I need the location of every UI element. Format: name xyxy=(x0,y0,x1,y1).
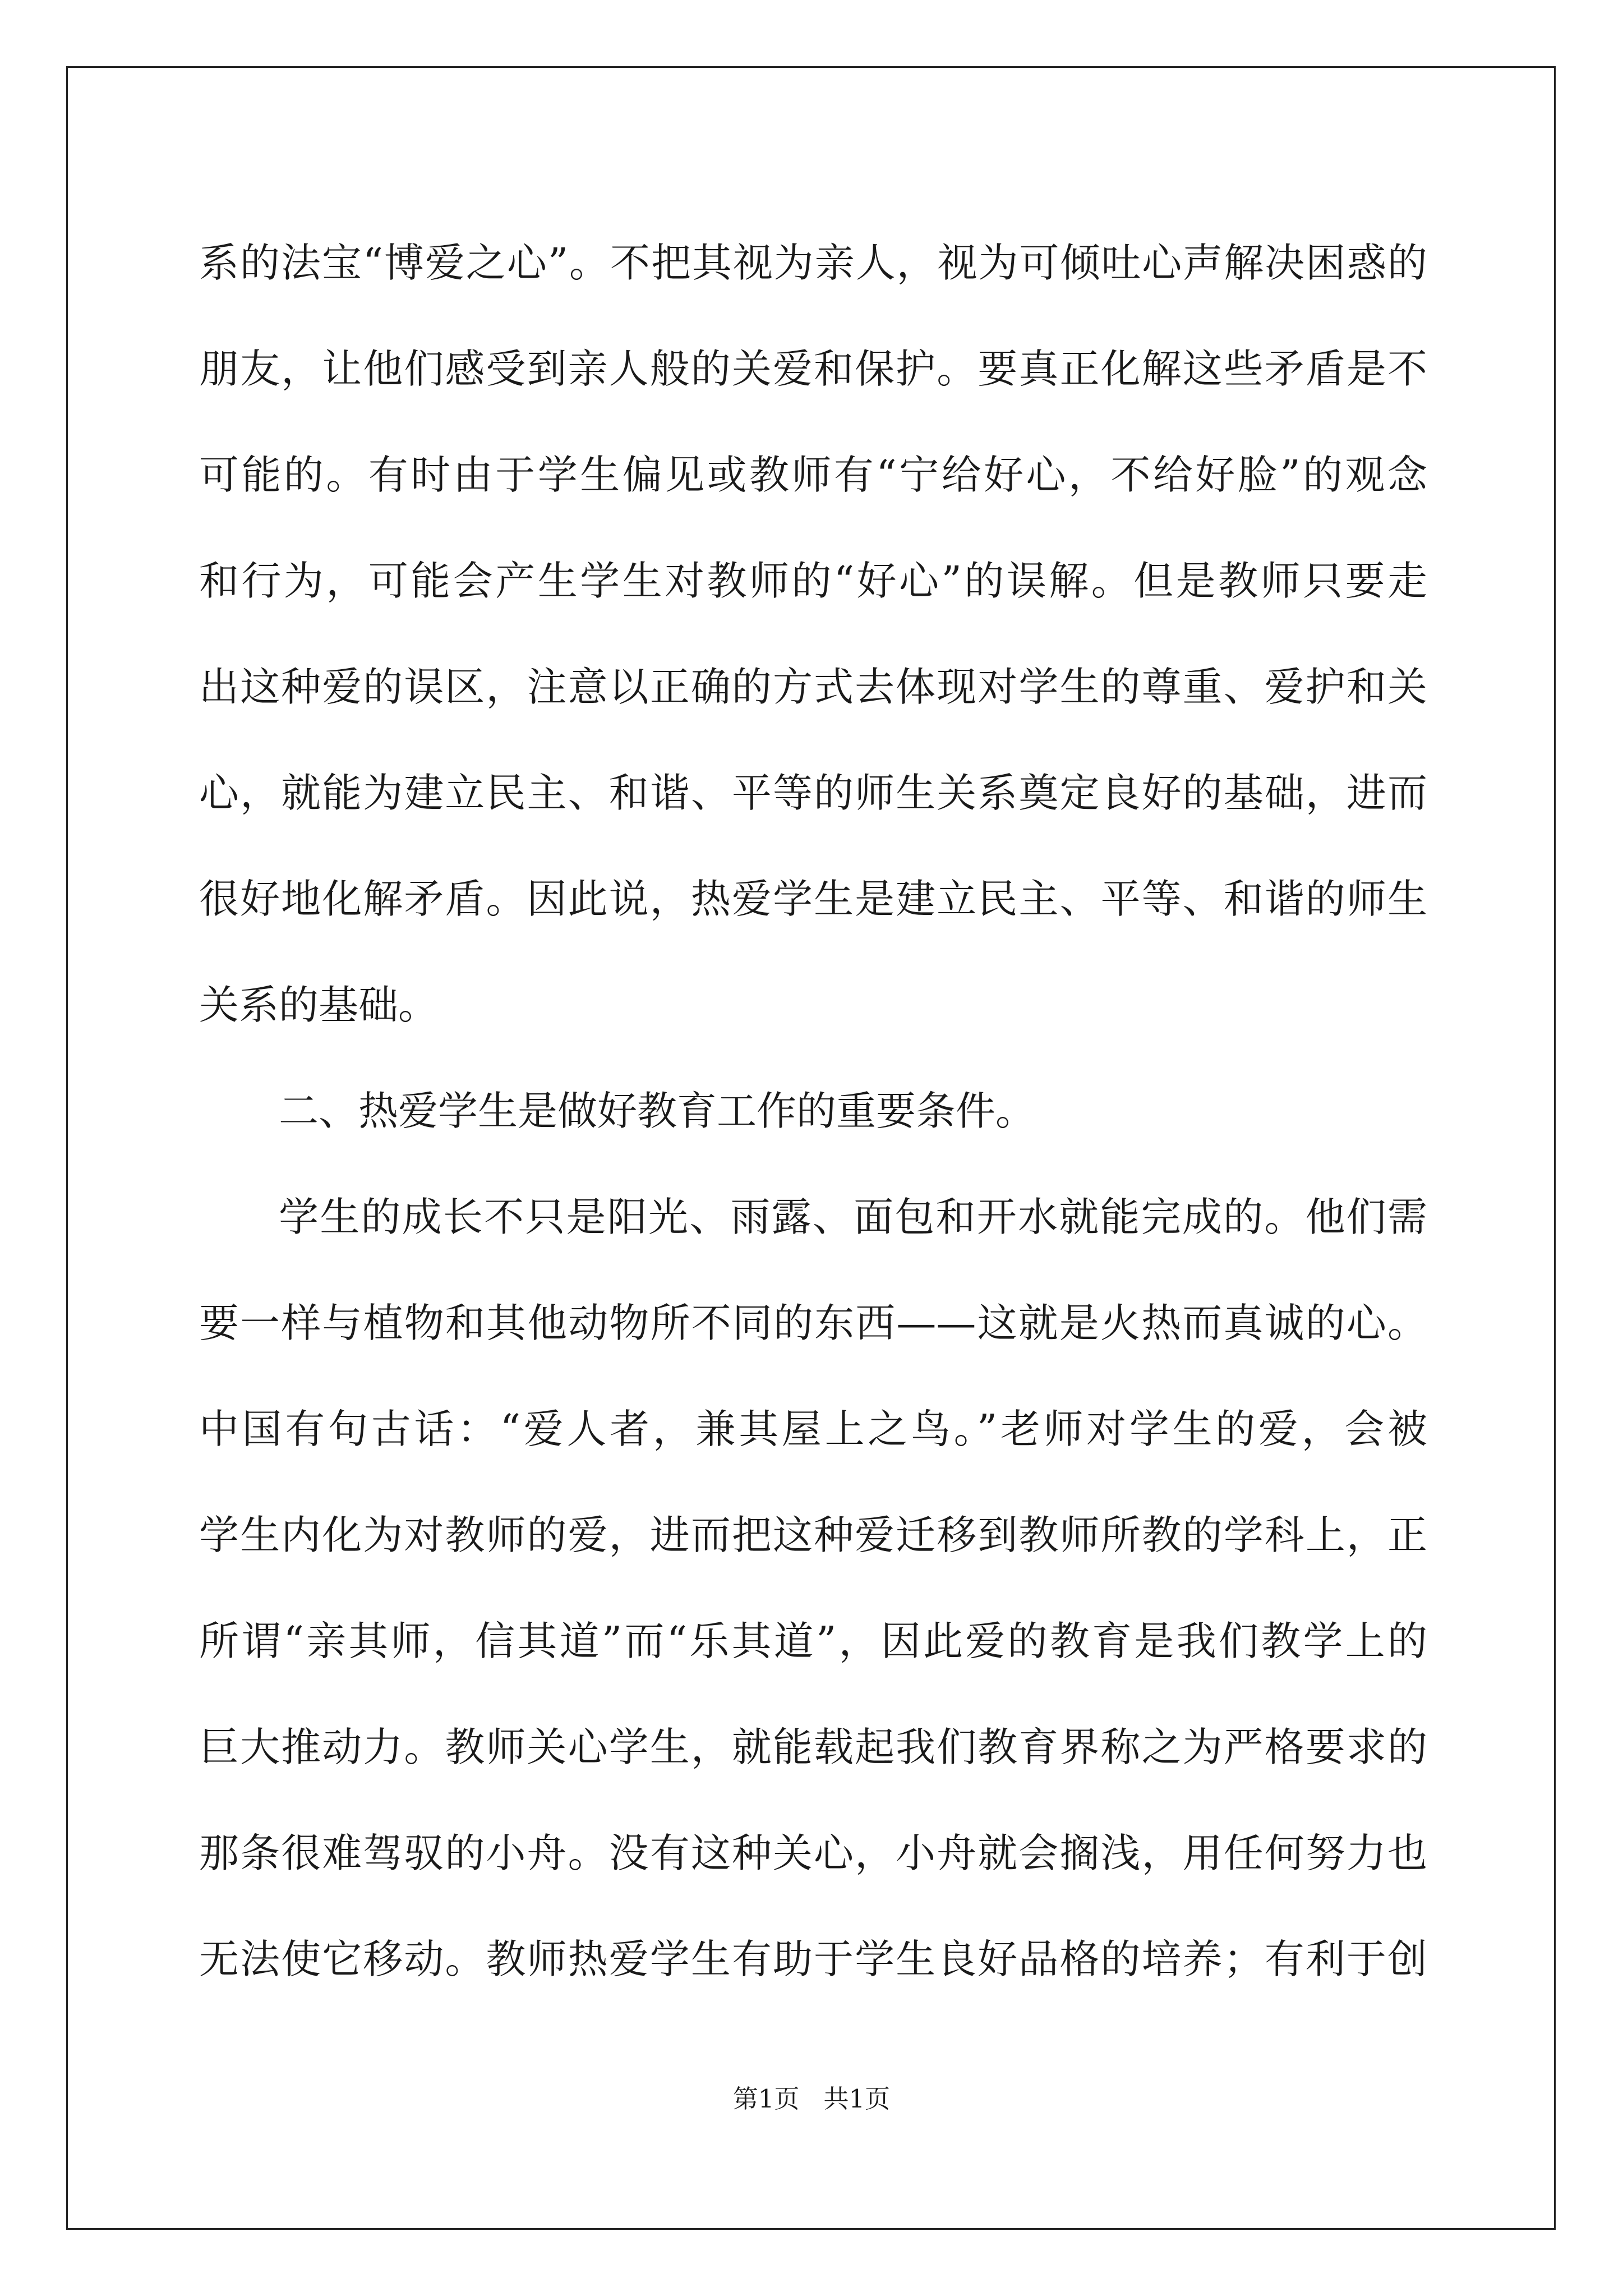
text-line: 无法使它移动。教师热爱学生有助于学生良好品格的培养；有利于创 xyxy=(199,1936,1427,1982)
text-line: 系的法宝“博爱之心”。不把其视为亲人，视为可倾吐心声解决困惑的 xyxy=(199,240,1427,286)
text-line: 学生内化为对教师的爱，进而把这种爱迁移到教师所教的学科上，正 xyxy=(199,1512,1427,1558)
text-line: 要一样与植物和其他动物所不同的东西——这就是火热而真诚的心。 xyxy=(199,1300,1427,1346)
text-line: 关系的基础。 xyxy=(199,982,439,1028)
text-line: 很好地化解矛盾。因此说，热爱学生是建立民主、平等、和谐的师生 xyxy=(199,876,1427,922)
text-line: 那条很难驾驭的小舟。没有这种关心，小舟就会搁浅，用任何努力也 xyxy=(199,1830,1427,1876)
text-line: 朋友，让他们感受到亲人般的关爱和保护。要真正化解这些矛盾是不 xyxy=(199,346,1427,392)
text-line: 心，就能为建立民主、和谐、平等的师生关系奠定良好的基础，进而 xyxy=(199,770,1427,816)
document-body xyxy=(199,210,1427,2012)
text-line: 可能的。有时由于学生偏见或教师有“宁给好心，不给好脸”的观念 xyxy=(199,452,1427,498)
text-line: 学生的成长不只是阳光、雨露、面包和开水就能完成的。他们需 xyxy=(279,1194,1427,1240)
text-line: 出这种爱的误区，注意以正确的方式去体现对学生的尊重、爱护和关 xyxy=(199,664,1427,710)
text-line: 巨大推动力。教师关心学生，就能载起我们教育界称之为严格要求的 xyxy=(199,1724,1427,1770)
text-line: 中国有句古话：“爱人者，兼其屋上之鸟。”老师对学生的爱，会被 xyxy=(199,1406,1427,1452)
text-line: 和行为，可能会产生学生对教师的“好心”的误解。但是教师只要走 xyxy=(199,558,1427,604)
section-heading: 二、热爱学生是做好教育工作的重要条件。 xyxy=(279,1088,1036,1134)
text-line: 所谓“亲其师，信其道”而“乐其道”，因此爱的教育是我们教学上的 xyxy=(199,1618,1427,1664)
page-number-footer: 第1页 共1页 xyxy=(732,2084,891,2114)
